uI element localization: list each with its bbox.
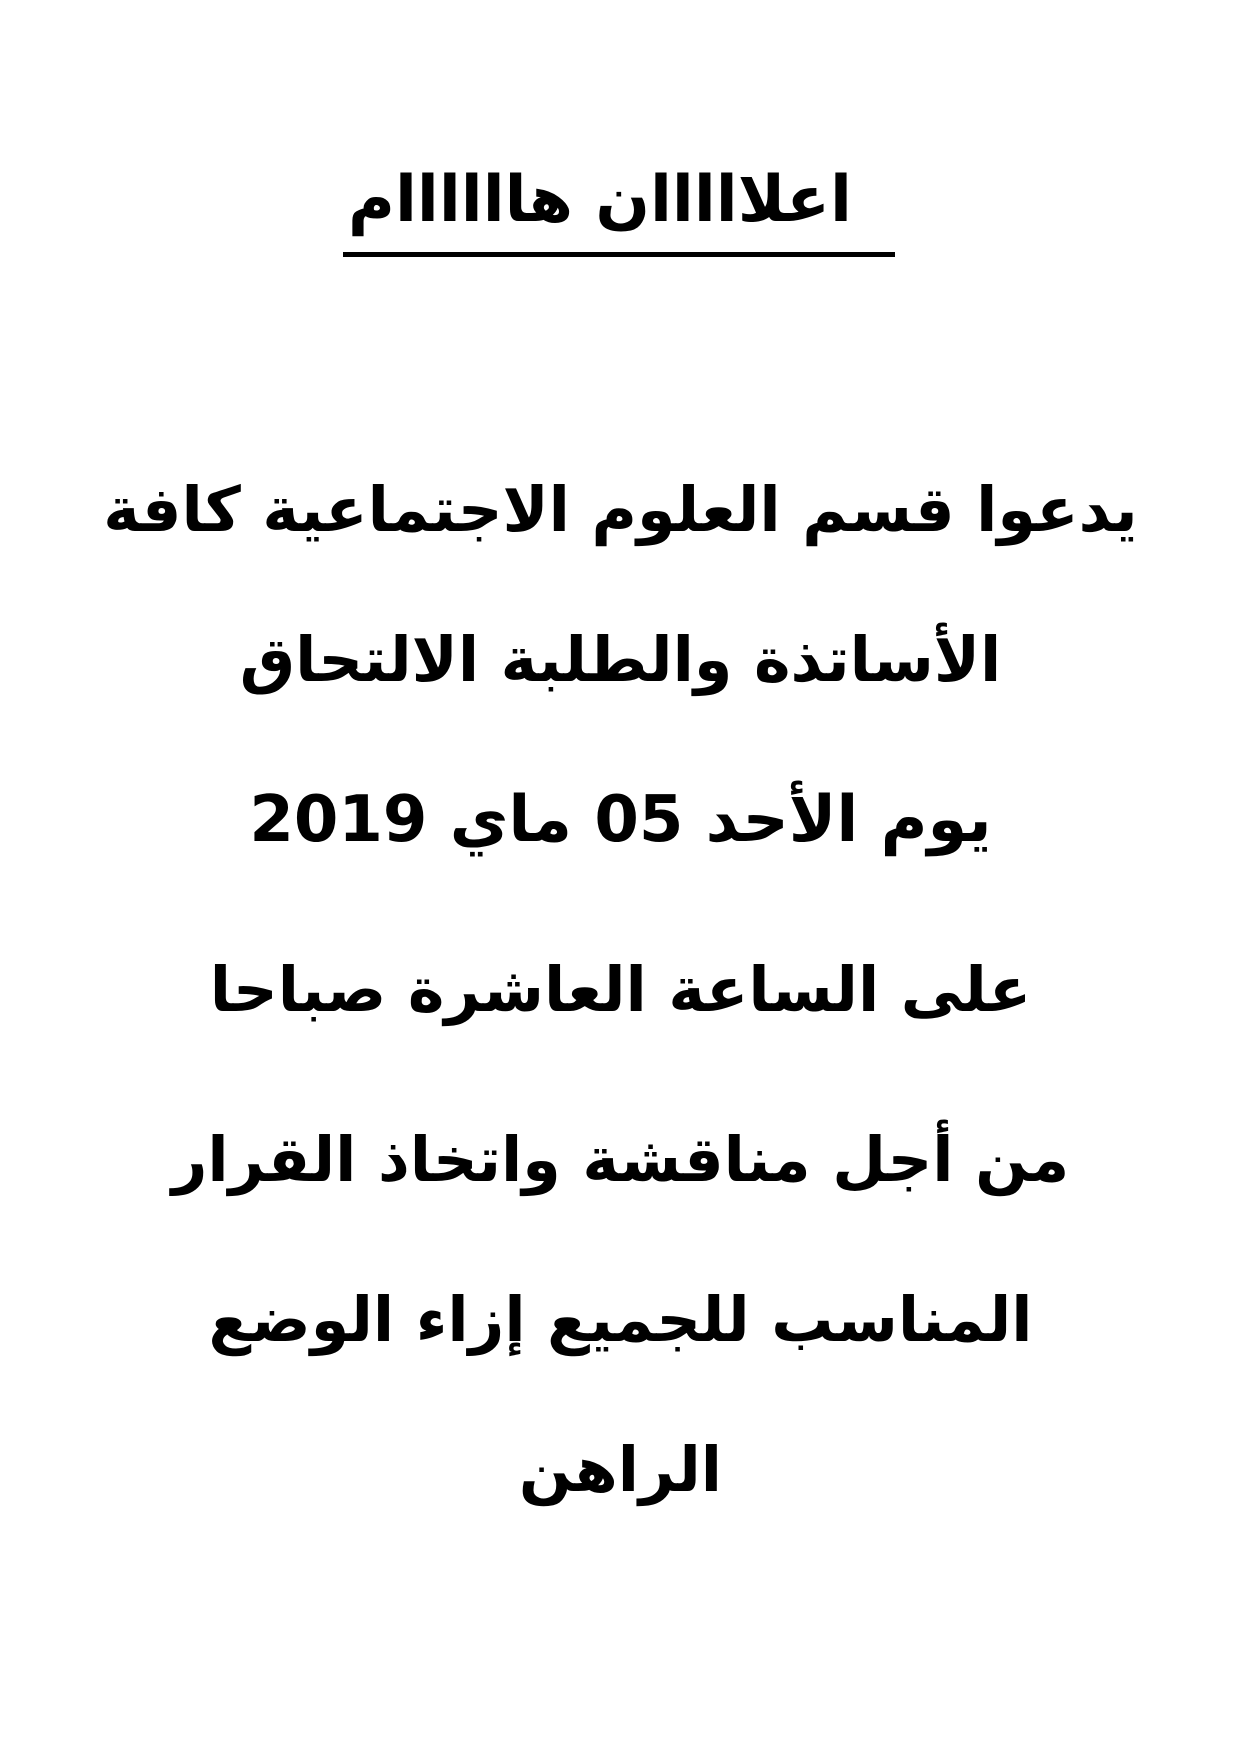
body-line-7: الراهن xyxy=(518,1433,723,1506)
body-line-date: يوم الأحد 05 ماي 2019 xyxy=(249,783,992,857)
body-line-1: يدعوا قسم العلوم الاجتماعية كافة xyxy=(103,473,1138,546)
title-underline xyxy=(343,252,895,257)
body-line-2: الأساتذة والطلبة الالتحاق xyxy=(239,623,1002,696)
body-line-6: المناسب للجميع إزاء الوضع xyxy=(208,1283,1033,1356)
announcement-title: اعلااااان هاااااام xyxy=(348,163,852,237)
body-line-5: من أجل مناقشة واتخاذ القرار xyxy=(171,1123,1070,1196)
body-line-time: على الساعة العاشرة صباحا xyxy=(209,953,1032,1026)
